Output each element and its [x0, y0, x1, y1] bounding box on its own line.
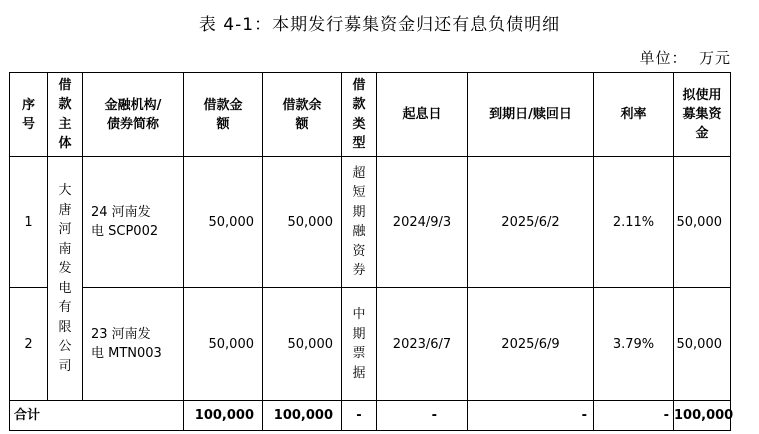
header-loan-amount: 借款金 额: [184, 73, 263, 157]
cell-maturity-date: 2025/6/2: [468, 157, 594, 288]
cell-loan-amount: 50,000: [184, 157, 263, 288]
cell-start-date: 2024/9/3: [377, 157, 468, 288]
cell-loan-amount: 50,000: [184, 288, 263, 401]
total-loan-amount: 100,000: [184, 401, 263, 431]
table-row: [10, 157, 731, 288]
cell-proceeds: 50,000: [674, 157, 731, 288]
cell-loan-type: 超 短 期 融 资 券: [342, 157, 377, 288]
header-start-date: 起息日: [377, 73, 468, 157]
total-label: 合计: [10, 401, 184, 431]
table-row: [10, 288, 731, 401]
header-maturity-date: 到期日/赎回日: [468, 73, 594, 157]
header-proceeds: 拟使用 募集资 金: [674, 73, 731, 157]
cell-rate: 2.11%: [594, 157, 674, 288]
cell-rate: 3.79%: [594, 288, 674, 401]
cell-loan-balance: 50,000: [263, 288, 342, 401]
cell-institution: 23 河南发 电 MTN003: [83, 288, 184, 401]
total-rate: -: [594, 401, 674, 431]
cell-seq: 1: [10, 157, 48, 288]
total-loan-balance: 100,000: [263, 401, 342, 431]
header-borrower: 借 款 主 体: [48, 73, 83, 157]
total-maturity-date: -: [468, 401, 594, 431]
debt-repayment-table: [9, 72, 734, 431]
cell-maturity-date: 2025/6/9: [468, 288, 594, 401]
header-loan-balance: 借款余 额: [263, 73, 342, 157]
table-title: 表 4-1：本期发行募集资金归还有息负债明细: [198, 15, 561, 35]
header-rate: 利率: [594, 73, 674, 157]
header-row: [10, 73, 731, 157]
header-institution: 金融机构/ 债券简称: [83, 73, 184, 157]
total-start-date: -: [377, 401, 468, 431]
total-proceeds: 100,000: [674, 401, 731, 431]
header-seq: 序 号: [10, 73, 48, 157]
header-loan-type: 借 款 类 型: [342, 73, 377, 157]
total-row: [10, 401, 731, 431]
cell-loan-type: 中 期 票 据: [342, 288, 377, 401]
cell-loan-balance: 50,000: [263, 157, 342, 288]
unit-label: 单位： 万元: [639, 49, 731, 67]
cell-start-date: 2023/6/7: [377, 288, 468, 401]
cell-borrower: 大 唐 河 南 发 电 有 限 公 司: [48, 157, 83, 401]
cell-seq: 2: [10, 288, 48, 401]
total-loan-type: -: [342, 401, 377, 431]
cell-proceeds: 50,000: [674, 288, 731, 401]
cell-institution: 24 河南发 电 SCP002: [83, 157, 184, 288]
